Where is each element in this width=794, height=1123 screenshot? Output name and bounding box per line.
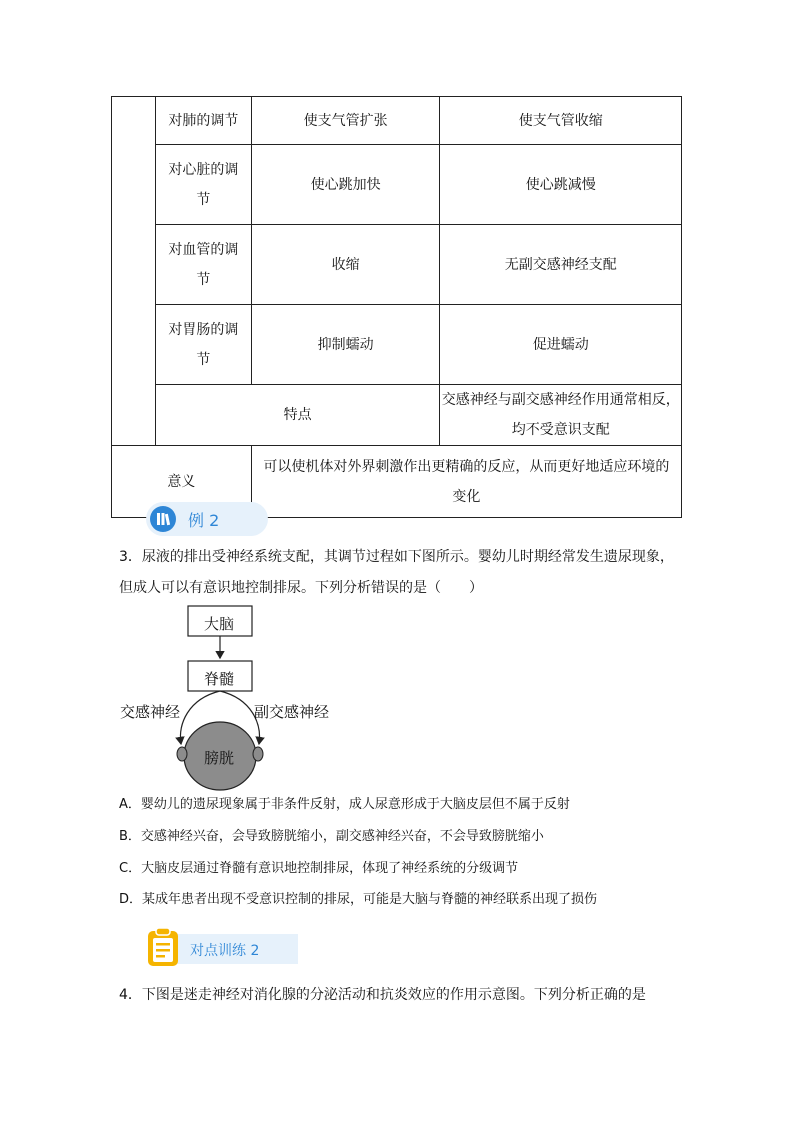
diagram-spinal-cord: 脊髓 bbox=[204, 670, 235, 688]
cell-parasympathetic-heart: 使心跳减慢 bbox=[440, 145, 682, 225]
row-label-gut: 对胃肠的调节 bbox=[155, 305, 251, 385]
question4: 4．下图是迷走神经对消化腺的分泌活动和抗炎效应的作用示意图。下列分析正确的是 bbox=[119, 987, 646, 1003]
row-label-heart: 对心脏的调节 bbox=[155, 145, 251, 225]
diagram-sympathetic: 交感神经 bbox=[120, 703, 181, 721]
cell-sympathetic-vessel: 收缩 bbox=[251, 225, 440, 305]
merged-left-cell bbox=[112, 97, 156, 446]
option-d: D．某成年患者出现不受意识控制的排尿，可能是大脑与脊髓的神经联系出现了损伤 bbox=[119, 892, 598, 907]
feature-text: 交感神经与副交感神经作用通常相反，均不受意识支配 bbox=[440, 385, 682, 446]
meaning-label: 意义 bbox=[112, 446, 252, 518]
cell-sympathetic-gut: 抑制蠕动 bbox=[251, 305, 440, 385]
cell-sympathetic-lung: 使支气管扩张 bbox=[251, 97, 440, 145]
diagram-brain: 大脑 bbox=[204, 615, 235, 633]
comparison-table bbox=[111, 96, 682, 518]
cell-parasympathetic-lung: 使支气管收缩 bbox=[440, 97, 682, 145]
question3-line2: 但成人可以有意识地控制排尿。下列分析错误的是（ ） bbox=[119, 580, 483, 596]
training-badge-label: 对点训练 2 bbox=[190, 943, 260, 959]
meaning-text: 可以使机体对外界刺激作出更精确的反应，从而更好地适应环境的变化 bbox=[251, 446, 681, 518]
cell-parasympathetic-vessel: 无副交感神经支配 bbox=[440, 225, 682, 305]
cell-parasympathetic-gut: 促进蠕动 bbox=[440, 305, 682, 385]
row-label-vessel: 对血管的调节 bbox=[155, 225, 251, 305]
option-a: A．婴幼儿的遗尿现象属于非条件反射，成人尿意形成于大脑皮层但不属于反射 bbox=[119, 797, 570, 812]
clipboard-icon bbox=[146, 926, 182, 968]
urination-diagram bbox=[118, 604, 358, 794]
training-badge bbox=[146, 926, 298, 966]
diagram-bladder: 膀胱 bbox=[204, 749, 235, 767]
example-badge bbox=[146, 502, 268, 536]
row-label-lung: 对肺的调节 bbox=[155, 97, 251, 145]
cell-sympathetic-heart: 使心跳加快 bbox=[251, 145, 440, 225]
diagram-parasympathetic: 副交感神经 bbox=[254, 703, 330, 721]
example-badge-label: 例 2 bbox=[188, 511, 220, 530]
option-c: C．大脑皮层通过脊髓有意识地控制排尿，体现了神经系统的分级调节 bbox=[119, 861, 519, 876]
book-icon bbox=[150, 506, 176, 532]
question3-line1: 3．尿液的排出受神经系统支配，其调节过程如下图所示。婴幼儿时期经常发生遗尿现象， bbox=[119, 549, 674, 565]
feature-label: 特点 bbox=[155, 385, 440, 446]
option-b: B．交感神经兴奋，会导致膀胱缩小，副交感神经兴奋，不会导致膀胱缩小 bbox=[119, 829, 544, 844]
